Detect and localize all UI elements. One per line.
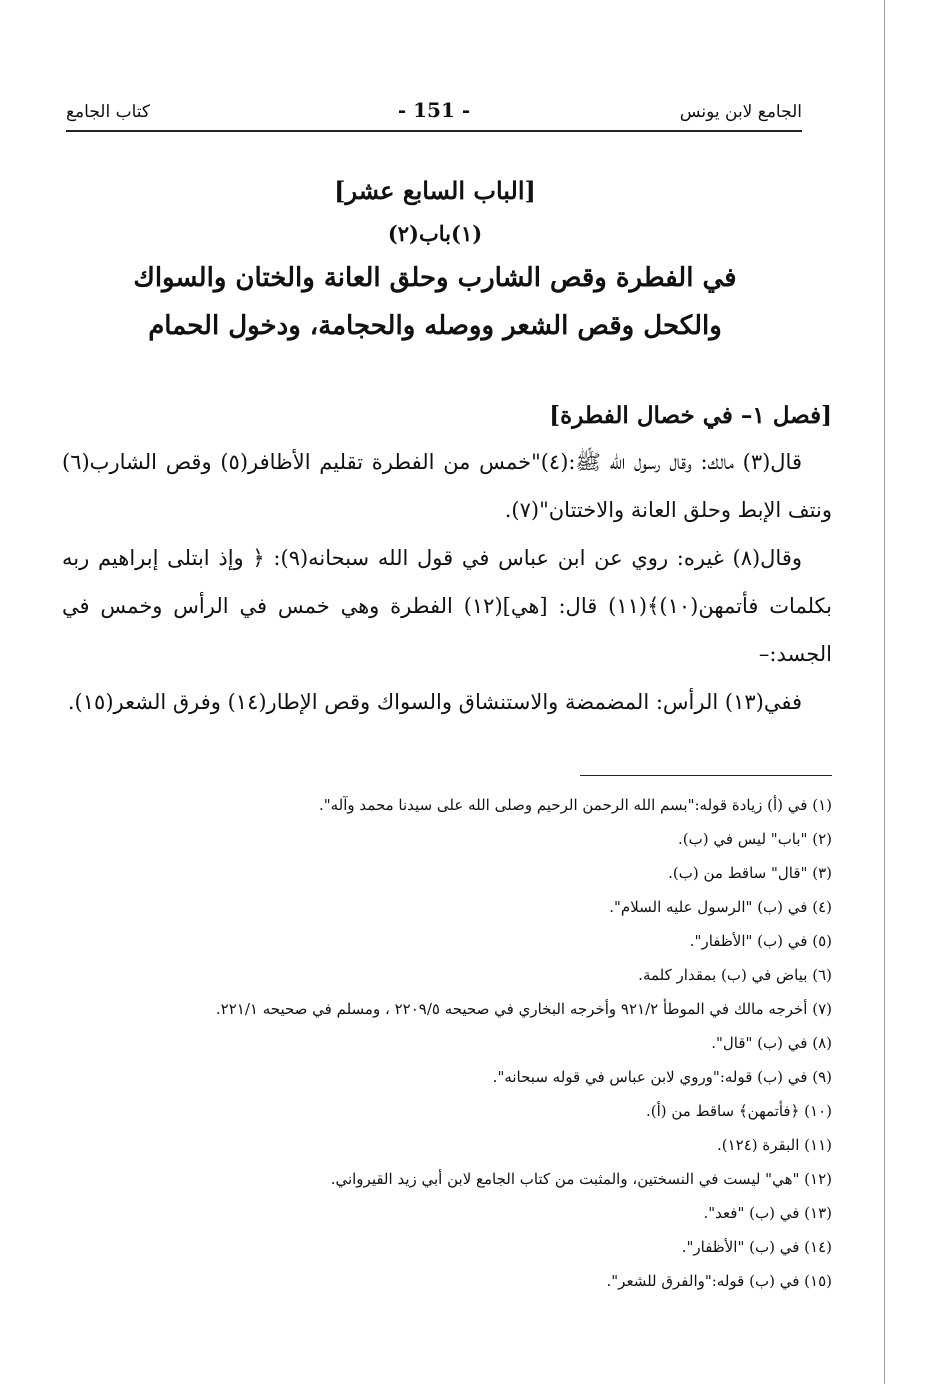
chapter-title: [الباب السابع عشر] <box>334 176 536 205</box>
footnote-1: (١) في (أ) زيادة قوله:"بسم الله الرحمن الرحيم وصلى الله على سيدنا محمد وآله". <box>318 796 832 814</box>
footnote-3: (٣) "قال" ساقط من (ب). <box>668 864 832 882</box>
paragraph-3: ففي(١٣) الرأس: المضمضة والاستنشاق والسواك وقص الإطار(١٤) وفرق الشعر(١٥). <box>67 690 802 714</box>
footnote-8: (٨) في (ب) "قال". <box>711 1034 832 1052</box>
footnote-15: (١٥) في (ب) قوله:"والفرق للشعر". <box>606 1272 832 1290</box>
paragraph-1: قال(٣) مالك: وقال رسول الله ﷺ:(٤)"خمس من الفطرة تقليم الأظافر(٥) وقص الشارب(٦) ونتف الإبط وحلق العانة والاختتان"(٧). <box>62 450 832 522</box>
footnote-separator <box>580 775 832 776</box>
paragraph-2: وقال(٨) غيره: روي عن ابن عباس في قول الله سبحانه(٩): ﴿ وإذ ابتلى إبراهيم ربه بكلمات فأتمهن(١٠)﴾(١١) قال: [هي](١٢) الفطرة وهي خمس في الرأس وخمس في الجسد:– <box>62 546 832 666</box>
footnote-11: (١١) البقرة (١٢٤). <box>716 1136 832 1154</box>
subject-title-line-2: والكحل وقص الشعر ووصله والحجامة، ودخول الحمام <box>148 311 722 341</box>
footnote-5: (٥) في (ب) "الأظفار". <box>689 932 832 950</box>
header-book-title: الجامع لابن يونس <box>679 102 802 122</box>
footnote-6: (٦) بياض في (ب) بمقدار كلمة. <box>638 966 832 984</box>
footnotes-list <box>70 788 832 1298</box>
footnote-10: (١٠) ﴿فأتمهن﴾ ساقط من (أ). <box>645 1102 832 1120</box>
footnote-2: (٢) "باب" ليس في (ب). <box>678 830 832 848</box>
footnote-4: (٤) في (ب) "الرسول عليه السلام". <box>609 898 832 916</box>
subject-title-line-1: في الفطرة وقص الشارب وحلق العانة والختان والسواك <box>133 263 737 293</box>
footnote-9: (٩) في (ب) قوله:"وروي لابن عباس في قوله سبحانه". <box>492 1068 832 1086</box>
footnote-13: (١٣) في (ب) "فعد". <box>703 1204 832 1222</box>
page-number: - 151 - <box>397 98 471 122</box>
header-section-title: كتاب الجامع <box>66 102 151 122</box>
running-header <box>66 94 802 132</box>
main-text <box>62 392 832 726</box>
footnote-14: (١٤) في (ب) "الأظفار". <box>681 1238 832 1256</box>
footnote-7: (٧) أخرجه مالك في الموطأ ٩٢١/٢ وأخرجه البخاري في صحيحه ٢٢٠٩/٥ ، ومسلم في صحيحه ٢٢١/١. <box>215 1000 832 1018</box>
footnote-12: (١٢) "هي" ليست في النسختين، والمثبت من كتاب الجامع لابن أبي زيد القيرواني. <box>330 1170 832 1188</box>
section-heading: [فصل ١– في خصال الفطرة] <box>549 402 832 429</box>
bab-title: (١)باب(٢) <box>387 221 483 246</box>
chapter-titles <box>100 168 770 350</box>
